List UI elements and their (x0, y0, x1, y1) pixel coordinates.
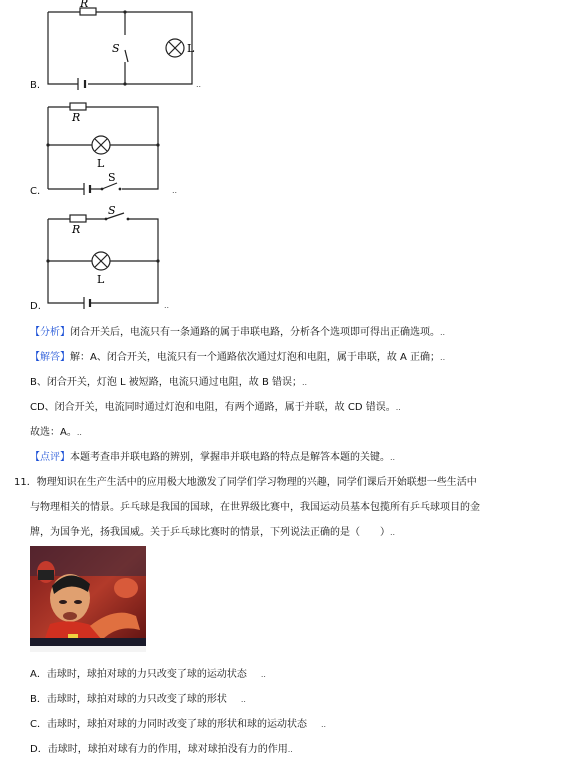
option-label-b: B. (30, 80, 41, 91)
paragraph-mark: .. (172, 186, 178, 195)
resistor-label: R (72, 111, 81, 124)
solution-line-b: B、闭合开关，灯泡 L 被短路，电流只通过电阻，故 B 错误；.. (30, 377, 308, 388)
solution-tag: 【解答】 (30, 352, 70, 363)
resistor-label: R (72, 223, 81, 236)
option-a[interactable]: A．击球时，球拍对球的力只改变了球的运动状态 .. (30, 669, 266, 680)
comment-line: 【点评】本题考查串并联电路的辨别，掌握串并联电路的特点是解答本题的关键。.. (30, 452, 396, 463)
comment-text: 本题考查串并联电路的辨别，掌握串并联电路的特点是解答本题的关键。 (70, 452, 390, 463)
circuit-diagram-d (40, 205, 175, 310)
table-tennis-player-photo (30, 546, 146, 652)
resistor-label: R (80, 0, 89, 10)
question-line-2: 与物理相关的情景。乒乓球是我国的国球，在世界级比赛中，我国运动员基本包揽所有乒乓球项目的金 (30, 502, 480, 513)
solution-line: 【解答】解：A、闭合开关，电流只有一个通路依次通过灯泡和电阻，属于串联，故 A 正确；.. (30, 352, 446, 363)
circuit-diagram-c (40, 97, 178, 197)
analysis-line: 【分析】闭合开关后，电流只有一条通路的属于串联电路，分析各个选项即可得出正确选项。.. (30, 327, 446, 338)
option-label-d: D. (30, 301, 41, 312)
option-d[interactable]: D．击球时，球拍对球有力的作用，球对球拍没有力的作用.. (30, 744, 293, 755)
circuit-diagram-top (40, 0, 210, 90)
switch-label: S (108, 171, 116, 184)
solution-line-cd: CD、闭合开关，电流同时通过灯泡和电阻，有两个通路，属于并联，故 CD 错误。.. (30, 402, 401, 413)
analysis-text: 闭合开关后，电流只有一条通路的属于串联电路，分析各个选项即可得出正确选项。 (70, 327, 440, 338)
lamp-label: L (97, 273, 105, 286)
option-b[interactable]: B．击球时，球拍对球的力只改变了球的形状 .. (30, 694, 246, 705)
question-line-1: 11．物理知识在生产生活中的应用极大地激发了同学们学习物理的兴趣，同学们课后开始联想一些生活中 (14, 477, 477, 488)
switch-label: S (112, 42, 120, 55)
question-number: 11． (14, 477, 37, 488)
answer-line: 故选：A。.. (30, 427, 82, 438)
paragraph-mark: .. (164, 301, 170, 310)
question-line-3: 牌，为国争光，扬我国威。关于乒乓球比赛时的情景，下列说法正确的是（ ）.. (30, 527, 396, 538)
paragraph-mark: .. (196, 80, 202, 89)
solution-text: 解：A、闭合开关，电流只有一个通路依次通过灯泡和电阻，属于串联，故 A 正确； (70, 352, 441, 363)
option-c[interactable]: C．击球时，球拍对球的力同时改变了球的形状和球的运动状态 .. (30, 719, 327, 730)
option-label-c: C. (30, 186, 41, 197)
switch-label: S (108, 205, 116, 217)
analysis-tag: 【分析】 (30, 327, 70, 338)
lamp-label: L (97, 157, 105, 170)
lamp-label: L (187, 42, 195, 55)
comment-tag: 【点评】 (30, 452, 70, 463)
